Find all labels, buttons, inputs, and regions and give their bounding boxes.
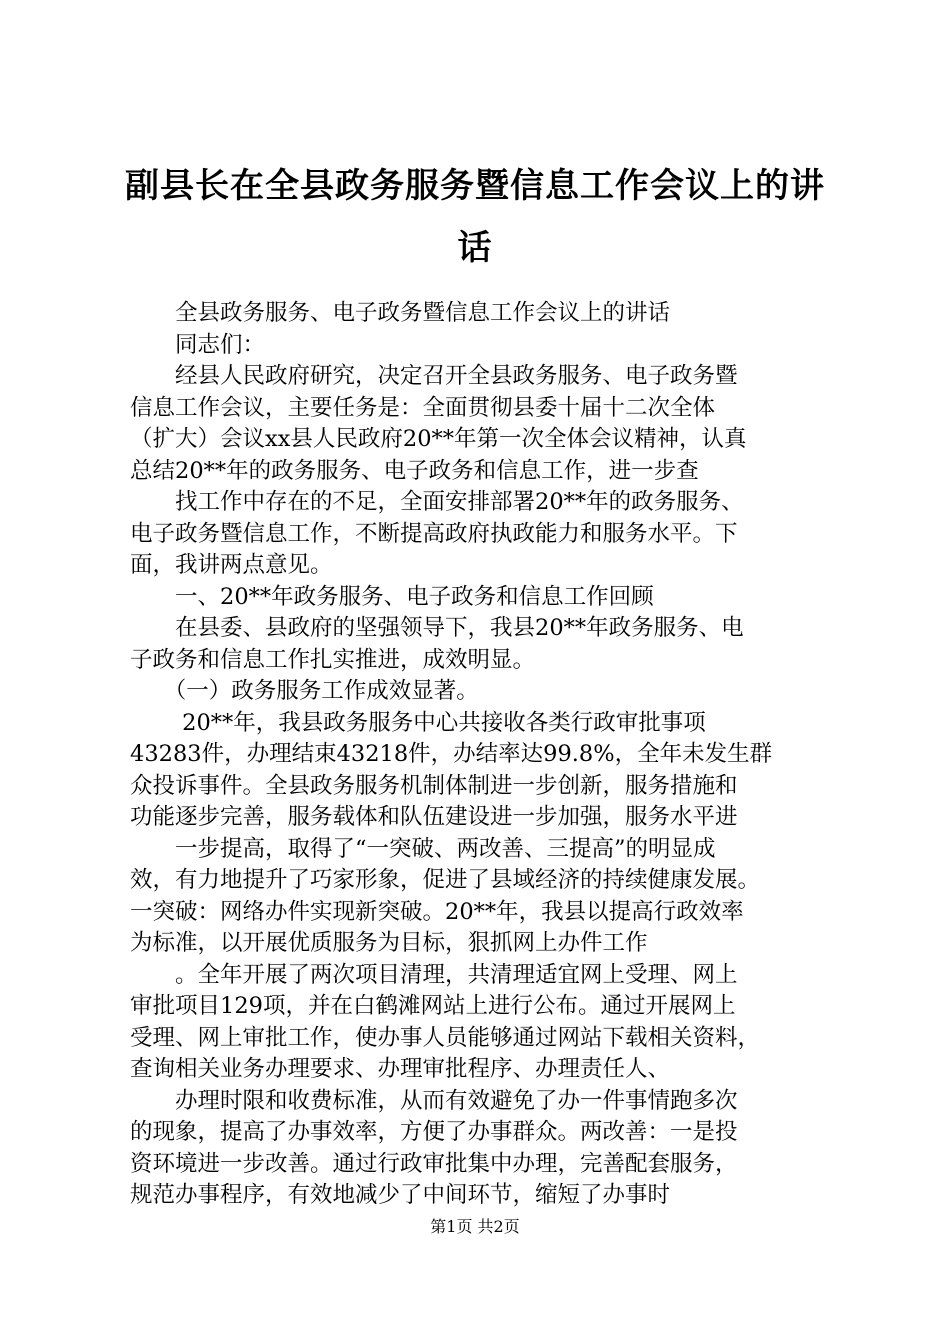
body-line: 的现象，提高了办事效率，方便了办事群众。两改善：一是投 xyxy=(130,1119,738,1145)
body-line: （一）政务服务工作成效显著。 xyxy=(130,678,479,704)
body-line: 面，我讲两点意见。 xyxy=(130,552,333,578)
body-line: 20**年，我县政务服务中心共接收各类行政审批事项 xyxy=(130,709,706,736)
body-line: 信息工作会议，主要任务是：全面贯彻县委十届十二次全体 xyxy=(130,394,716,421)
body-line: （扩大）会议xx县人民政府20**年第一次全体会议精神，认真 xyxy=(130,426,747,452)
page-footer: 第1页 共2页 xyxy=(430,1217,520,1236)
body-line: 功能逐步完善，服务载体和队伍建设进一步加强，服务水平进 xyxy=(130,804,738,830)
body-line: 办理时限和收费标准，从而有效避免了办一件事情跑多次 xyxy=(130,1087,738,1114)
body-line: 规范办事程序，有效地减少了中间环节，缩短了办事时 xyxy=(130,1182,671,1208)
document-body xyxy=(130,298,830,1212)
body-line: 审批项目129项，并在白鹤滩网站上进行公布。通过开展网上 xyxy=(130,993,736,1019)
body-line: 经县人民政府研究，决定召开全县政务服务、电子政务暨 xyxy=(130,363,738,389)
body-line: 受理、网上审批工作，使办事人员能够通过网站下载相关资料， xyxy=(130,1024,761,1051)
body-line: 一、20**年政务服务、电子政务和信息工作回顾 xyxy=(130,583,654,610)
body-line: 资环境进一步改善。通过行政审批集中办理，完善配套服务， xyxy=(130,1150,738,1177)
body-line: 全县政务服务、电子政务暨信息工作会议上的讲话 xyxy=(130,300,671,326)
body-line: 一步提高，取得了“一突破、两改善、三提高”的明显成 xyxy=(130,835,716,862)
body-line: 。全年开展了两次项目清理，共清理适宜网上受理、网上 xyxy=(130,961,738,988)
body-line: 找工作中存在的不足，全面安排部署20**年的政务服务、 xyxy=(130,489,744,515)
document-title-line-2: 话 xyxy=(457,228,493,268)
body-line: 众投诉事件。全县政务服务机制体制进一步创新，服务措施和 xyxy=(130,772,738,799)
body-line: 总结20**年的政务服务、电子政务和信息工作，进一步查 xyxy=(130,457,699,484)
body-line: 查询相关业务办理要求、办理审批程序、办理责任人、 xyxy=(130,1056,671,1082)
body-line: 子政务和信息工作扎实推进，成效明显。 xyxy=(130,646,536,673)
body-line: 43283件，办理结束43218件，办结率达99.8%，全年未发生群 xyxy=(130,741,773,767)
body-line: 电子政务暨信息工作，不断提高政府执政能力和服务水平。下 xyxy=(130,520,738,547)
document-title-line-1: 副县长在全县政务服务暨信息工作会议上的讲 xyxy=(125,166,825,206)
body-line: 在县委、县政府的坚强领导下，我县20**年政务服务、电 xyxy=(130,615,744,641)
body-line: 为标准，以开展优质服务为目标，狠抓网上办件工作 xyxy=(130,930,648,956)
body-line: 同志们： xyxy=(130,331,266,358)
body-line: 一突破：网络办件实现新突破。20**年，我县以提高行政效率 xyxy=(130,898,744,925)
body-line: 效，有力地提升了巧家形象，促进了县域经济的持续健康发展。 xyxy=(130,867,761,893)
